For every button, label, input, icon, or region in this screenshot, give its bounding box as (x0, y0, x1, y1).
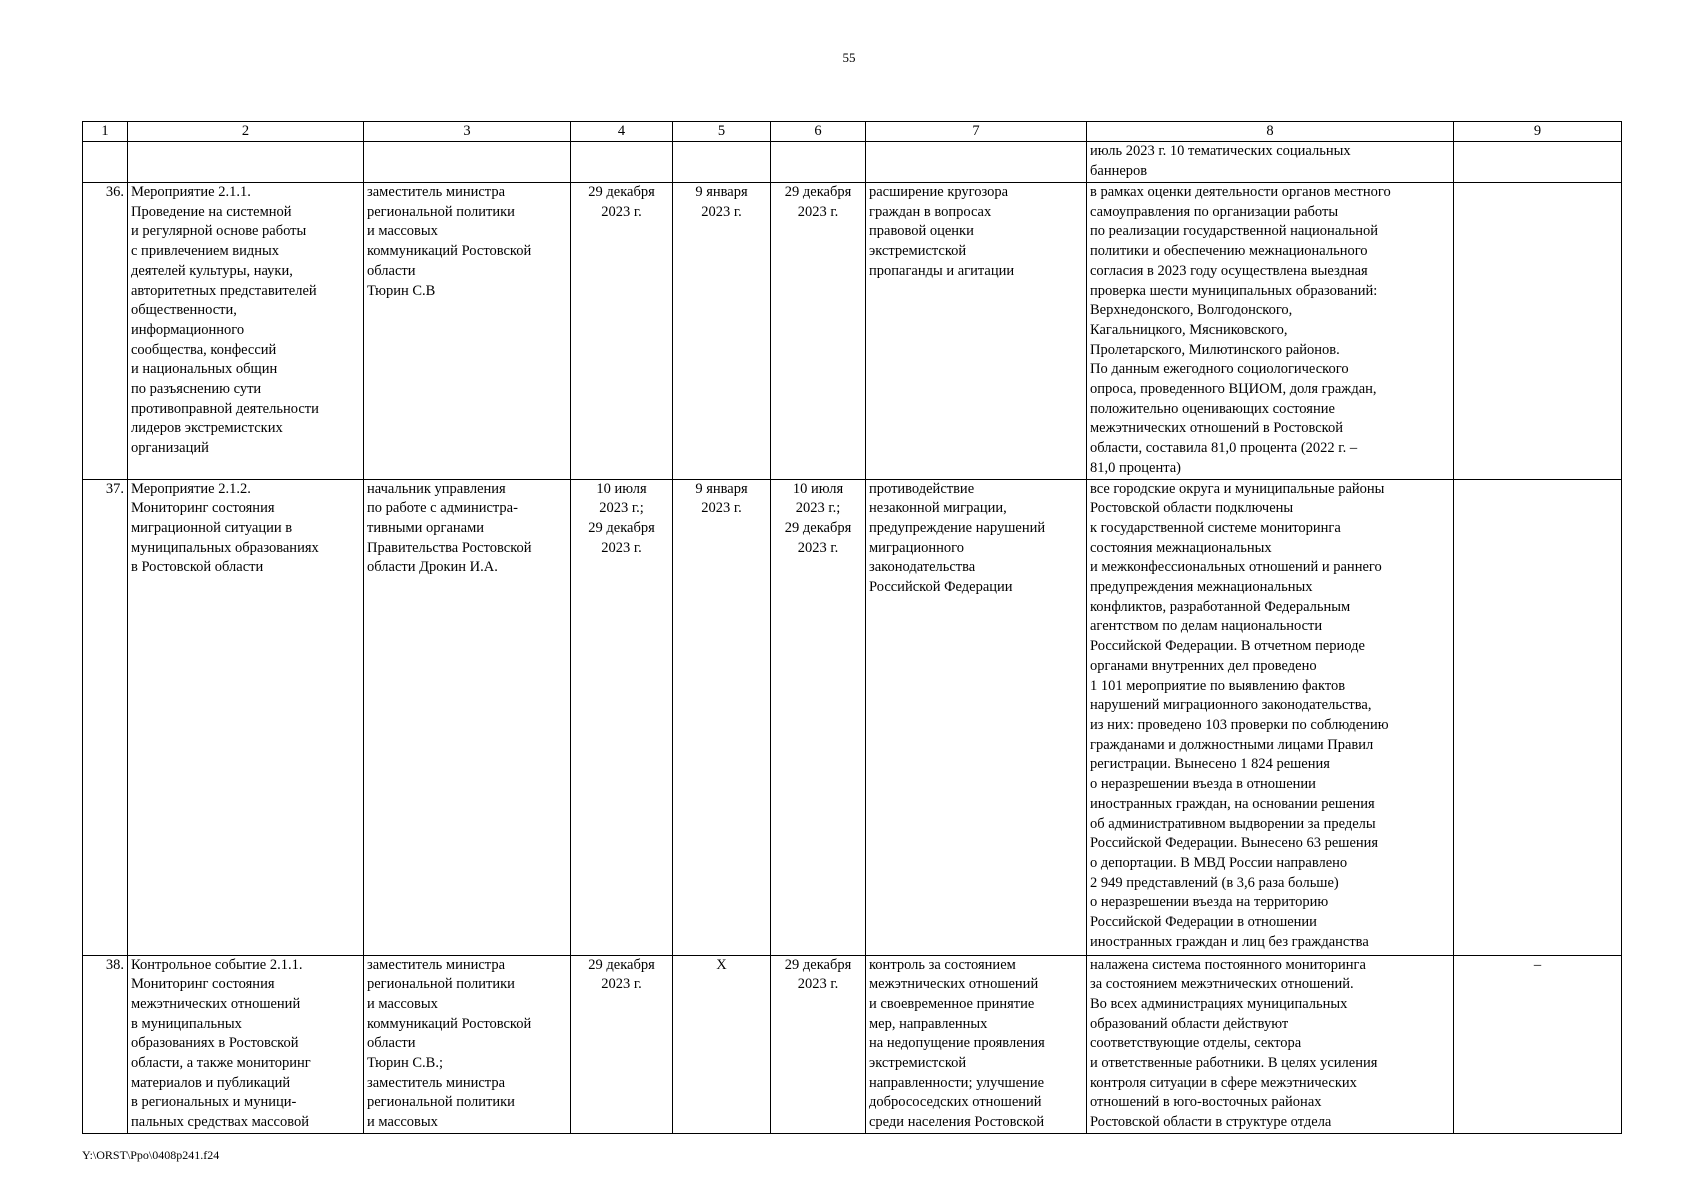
planned-end-date (571, 142, 673, 183)
table-row-38 (83, 955, 1622, 1133)
report-table (82, 121, 1622, 1134)
actual-end-date (771, 142, 866, 183)
table-row-36 (83, 183, 1622, 480)
row-number (83, 142, 128, 183)
actual-end-date: 10 июля 2023 г.; 29 декабря 2023 г. (771, 479, 866, 955)
column-header-1: 1 (83, 122, 128, 142)
actual-result: июль 2023 г. 10 тематических социальных баннеров (1087, 142, 1454, 183)
row-number: 36. (83, 183, 128, 480)
responsible-person (364, 142, 571, 183)
actual-result: в рамках оценки деятельности органов местного самоуправления по организации работы по реализации государственной национальной политики и обеспечению межнационального согласия в 2023 году осуществлена выездная проверка шести муниципальных образований: Верхнедонского, Волгодонского, Кагальницкого, Мясниковского, Пролетарского, Милютинского районов. По данным ежегодного социологического опроса, проведенного ВЦИОМ, доля граждан, положительно оценивающих состояние межэтнических отношений в Ростовской области, составила 81,0 процента (2022 г. – 81,0 процента) (1087, 183, 1454, 480)
planned-end-date: 29 декабря 2023 г. (571, 955, 673, 1133)
note: – (1454, 955, 1622, 1133)
note (1454, 479, 1622, 955)
actual-end-date: 29 декабря 2023 г. (771, 955, 866, 1133)
column-header-7: 7 (866, 122, 1087, 142)
file-path-footer: Y:\ORST\Ppo\0408p241.f24 (82, 1148, 220, 1162)
column-header-2: 2 (128, 122, 364, 142)
note (1454, 183, 1622, 480)
row-number: 38. (83, 955, 128, 1133)
responsible-person: заместитель министра региональной политики и массовых коммуникаций Ростовской области Тюрин С.В.; заместитель министра региональной политики и массовых (364, 955, 571, 1133)
activity-name: Мероприятие 2.1.2. Мониторинг состояния миграционной ситуации в муниципальных образованиях в Ростовской области (128, 479, 364, 955)
column-header-4: 4 (571, 122, 673, 142)
activity-name: Мероприятие 2.1.1. Проведение на системной и регулярной основе работы с привлечением видных деятелей культуры, науки, авторитетных представителей общественности, информационного сообщества, конфессий и национальных общин по разъяснению сути противоправной деятельности лидеров экстремистских организаций (128, 183, 364, 480)
column-header-9: 9 (1454, 122, 1622, 142)
actual-start-date: 9 января 2023 г. (673, 183, 771, 480)
planned-result: расширение кругозора граждан в вопросах правовой оценки экстремистской пропаганды и агитации (866, 183, 1087, 480)
activity-name (128, 142, 364, 183)
column-number-header-row (83, 122, 1622, 142)
table-row-continuation (83, 142, 1622, 183)
column-header-6: 6 (771, 122, 866, 142)
actual-start-date (673, 142, 771, 183)
activity-name: Контрольное событие 2.1.1. Мониторинг состояния межэтнических отношений в муниципальных образованиях в Ростовской области, а также мониторинг материалов и публикаций в региональных и муници- пальных средствах массовой (128, 955, 364, 1133)
actual-start-date: 9 января 2023 г. (673, 479, 771, 955)
page-number: 55 (842, 50, 856, 65)
responsible-person: заместитель министра региональной политики и массовых коммуникаций Ростовской области Тюрин С.В (364, 183, 571, 480)
table-row-37 (83, 479, 1622, 955)
responsible-person: начальник управления по работе с администра- тивными органами Правительства Ростовской области Дрокин И.А. (364, 479, 571, 955)
planned-end-date: 10 июля 2023 г.; 29 декабря 2023 г. (571, 479, 673, 955)
actual-end-date: 29 декабря 2023 г. (771, 183, 866, 480)
column-header-5: 5 (673, 122, 771, 142)
planned-result: противодействие незаконной миграции, предупреждение нарушений миграционного законодательства Российской Федерации (866, 479, 1087, 955)
planned-result: контроль за состоянием межэтнических отношений и своевременное принятие мер, направленных на недопущение проявления экстремистской направленности; улучшение добрососедских отношений среди населения Ростовской (866, 955, 1087, 1133)
planned-result (866, 142, 1087, 183)
actual-result: все городские округа и муниципальные районы Ростовской области подключены к государственной системе мониторинга состояния межнациональных и межконфессиональных отношений и раннего предупреждения межнациональных конфликтов, разработанной Федеральным агентством по делам национальности Российской Федерации. В отчетном периоде органами внутренних дел проведено 1 101 мероприятие по выявлению фактов нарушений миграционного законодательства, из них: проведено 103 проверки по соблюдению гражданами и должностными лицами Правил регистрации. Вынесено 1 824 решения о неразрешении въезда в отношении иностранных граждан, на основании решения об административном выдворении за пределы Российской Федерации. Вынесено 63 решения о депортации. В МВД России направлено 2 949 представлений (в 3,6 раза больше) о неразрешении въезда на территорию Российской Федерации в отношении иностранных граждан и лиц без гражданства (1087, 479, 1454, 955)
actual-start-date: Х (673, 955, 771, 1133)
row-number: 37. (83, 479, 128, 955)
actual-result: налажена система постоянного мониторинга за состоянием межэтнических отношений. Во всех администрациях муниципальных образований области действуют соответствующие отделы, сектора и ответственные работники. В целях усиления контроля ситуации в сфере межэтнических отношений в юго-восточных районах Ростовской области в структуре отдела (1087, 955, 1454, 1133)
note (1454, 142, 1622, 183)
column-header-8: 8 (1087, 122, 1454, 142)
column-header-3: 3 (364, 122, 571, 142)
planned-end-date: 29 декабря 2023 г. (571, 183, 673, 480)
